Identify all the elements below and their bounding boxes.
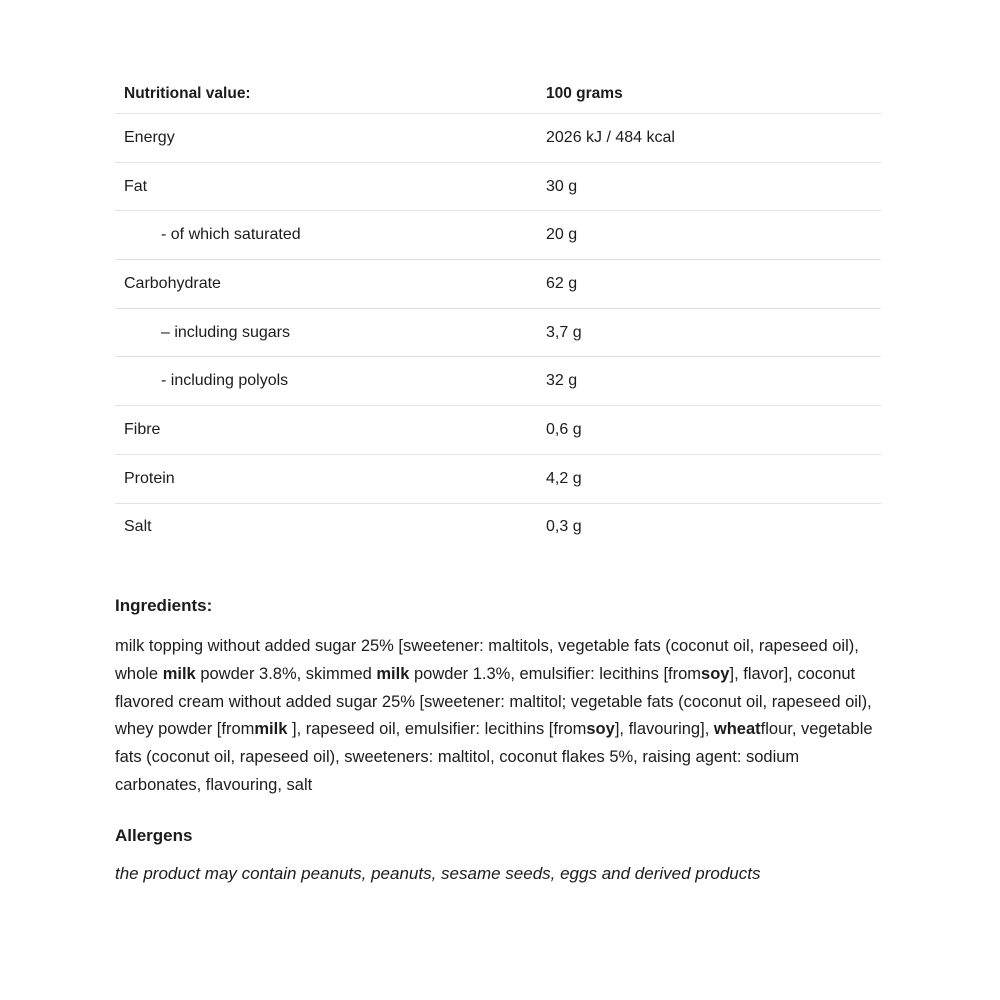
ingredients-segment: ], rapeseed oil, emulsifier: lecithins [from xyxy=(287,720,587,739)
ingredients-segment: ], flavouring], xyxy=(614,720,714,739)
nutrition-table-header xyxy=(115,75,881,113)
ingredients-segment: flour, vegetable fats (coconut oil, rapeseed oil), sweeteners: maltitol, coconut flakes 5%, raising agent: sodium carbonates, flavouring, salt xyxy=(115,720,873,794)
ingredient-allergen-term: soy xyxy=(701,664,730,683)
ingredients-section xyxy=(115,596,885,799)
nutrient-value: 4,2 g xyxy=(546,469,582,487)
allergens-text: the product may contain peanuts, peanuts, sesame seeds, eggs and derived products xyxy=(115,864,761,884)
nutrient-value: 62 g xyxy=(546,274,578,292)
nutrient-label: Salt xyxy=(124,518,152,536)
allergens-section xyxy=(115,826,885,884)
nutrition-table-header-label: Nutritional value: xyxy=(124,85,251,102)
nutrition-table-header-value: 100 grams xyxy=(546,85,623,102)
table-row xyxy=(115,113,881,162)
ingredients-heading: Ingredients: xyxy=(115,596,213,616)
table-row xyxy=(115,454,881,503)
nutrient-value: 32 g xyxy=(546,372,578,390)
table-row xyxy=(115,162,881,211)
nutrient-value: 2026 kJ / 484 kcal xyxy=(546,128,675,146)
nutrition-table xyxy=(115,75,881,551)
table-row xyxy=(115,503,881,552)
nutrient-label: Fat xyxy=(124,177,148,195)
ingredients-segment: powder 1.3%, emulsifier: lecithins [from xyxy=(409,664,702,683)
ingredient-allergen-term: milk xyxy=(254,720,288,739)
table-row xyxy=(115,405,881,454)
ingredients-segment: ], flavor], coconut flavored cream without added sugar 25% [sweetener: maltitol; vegetable fats (coconut oil, rapeseed oil), whey powder [from xyxy=(115,664,872,739)
nutrient-value: 0,6 g xyxy=(546,420,582,438)
table-row xyxy=(115,308,881,357)
ingredients-segment: milk topping without added sugar 25% [sweetener: maltitols, vegetable fats (coconut oil, rapeseed oil), whole xyxy=(115,637,859,683)
table-row xyxy=(115,356,881,405)
nutrient-label: - including polyols xyxy=(161,372,289,390)
nutrition-table-body xyxy=(115,113,881,551)
ingredients-text xyxy=(115,633,885,799)
ingredient-allergen-term: soy xyxy=(586,720,615,739)
nutrient-label: Fibre xyxy=(124,420,161,438)
nutrient-label: Protein xyxy=(124,469,175,487)
table-row xyxy=(115,259,881,308)
nutrient-label: – including sugars xyxy=(161,323,290,341)
nutrient-label: Carbohydrate xyxy=(124,274,221,292)
ingredient-allergen-term: wheat xyxy=(713,720,761,739)
ingredients-segment: powder 3.8%, skimmed xyxy=(195,664,377,683)
ingredient-allergen-term: milk xyxy=(162,664,196,683)
nutrient-label: - of which saturated xyxy=(161,226,301,244)
ingredient-allergen-term: milk xyxy=(376,664,410,683)
nutrient-value: 3,7 g xyxy=(546,323,582,341)
nutrient-value: 20 g xyxy=(546,226,578,244)
table-row xyxy=(115,210,881,259)
nutrient-value: 0,3 g xyxy=(546,518,582,536)
allergens-heading: Allergens xyxy=(115,826,193,846)
nutrient-label: Energy xyxy=(124,128,175,146)
nutrient-value: 30 g xyxy=(546,177,578,195)
